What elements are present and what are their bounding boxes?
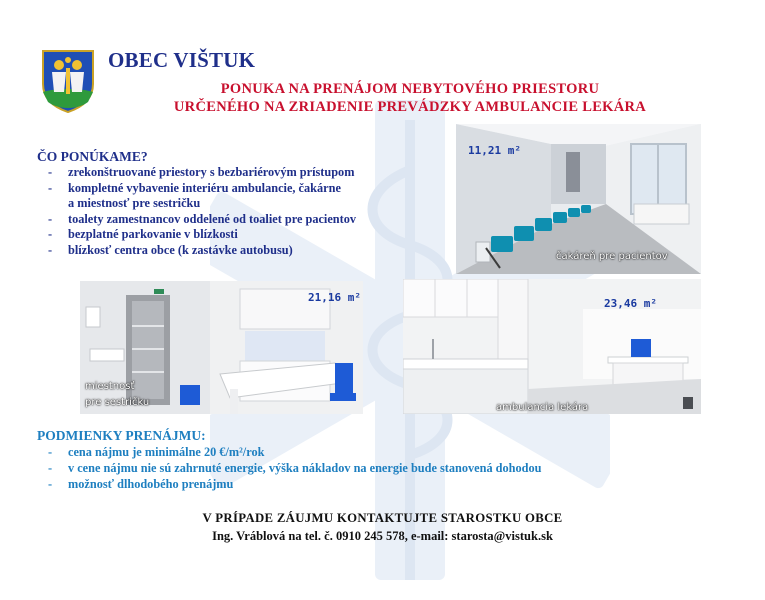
doctor-office-area: 23,46 m² <box>604 297 657 310</box>
doctor-office-photo <box>403 279 701 414</box>
list-item-text: možnosť dlhodobého prenájmu <box>68 477 234 491</box>
list-dash: - <box>48 227 53 241</box>
list-dash: - <box>48 461 53 475</box>
nurse-room-caption-line1: miestnosť <box>85 381 135 392</box>
doctor-office-caption: ambulancia lekára <box>496 402 589 413</box>
list-item-text: a miestnosť pre sestričku <box>68 196 201 210</box>
list-item-text: kompletné vybavenie interiéru ambulancie, čakárne <box>68 180 341 195</box>
conditions-list <box>48 444 541 492</box>
list-dash: - <box>48 165 53 179</box>
list-item <box>48 227 356 243</box>
list-item-text: v cene nájmu nie sú zahrnuté energie, výška nákladov na energie bude stanovená dohodou <box>68 461 542 475</box>
nurse-room-caption-line2: pre sestričku <box>85 397 150 408</box>
list-dash: - <box>48 211 53 226</box>
list-item <box>48 165 356 181</box>
waiting-room-area: 11,21 m² <box>468 144 521 157</box>
nurse-room-photo <box>80 281 363 414</box>
list-item <box>48 444 541 460</box>
list-dash: - <box>48 242 53 257</box>
waiting-room-photo <box>456 124 701 274</box>
municipality-title: OBEC VIŠTUK <box>108 48 256 72</box>
offer-list <box>48 165 356 258</box>
headline-line-2: URČENÉHO NA ZRIADENIE PREVÁDZKY AMBULANCIE LEKÁRA <box>173 99 647 115</box>
headline-line-1: PONUKA NA PRENÁJOM NEBYTOVÉHO PRIESTORU <box>220 81 600 97</box>
list-item <box>48 460 541 476</box>
list-item-text: toalety zamestnancov oddelené od toaliet pre pacientov <box>68 211 357 226</box>
list-item <box>48 212 356 228</box>
contact-details: Ing. Vráblová na tel. č. 0910 245 578, e-mail: starosta@vistuk.sk <box>212 529 553 543</box>
nurse-room-area: 21,16 m² <box>308 291 361 304</box>
offer-section-title: ČO PONÚKAME? <box>37 149 148 164</box>
list-dash: - <box>48 477 53 491</box>
coat-of-arms-logo <box>40 48 96 114</box>
list-item <box>48 196 356 212</box>
list-dash: - <box>48 180 53 195</box>
list-item-text: bezplatné parkovanie v blízkosti <box>68 227 238 241</box>
list-item-text: cena nájmu je minimálne 20 €/m²/rok <box>68 445 265 459</box>
list-item <box>48 243 356 259</box>
contact-title: V PRÍPADE ZÁUJMU KONTAKTUJTE STAROSTKU OBCE <box>202 511 563 525</box>
waiting-room-caption: čakáreň pre pacientov <box>556 251 668 262</box>
conditions-section-title: PODMIENKY PRENÁJMU: <box>37 428 206 443</box>
list-item <box>48 476 541 492</box>
list-item-text: zrekonštruované priestory s bezbariérovým prístupom <box>68 165 355 179</box>
list-dash: - <box>48 445 53 459</box>
list-item <box>48 181 356 197</box>
list-dash <box>48 196 68 212</box>
list-item-text: blízkosť centra obce (k zastávke autobusu) <box>68 242 293 257</box>
